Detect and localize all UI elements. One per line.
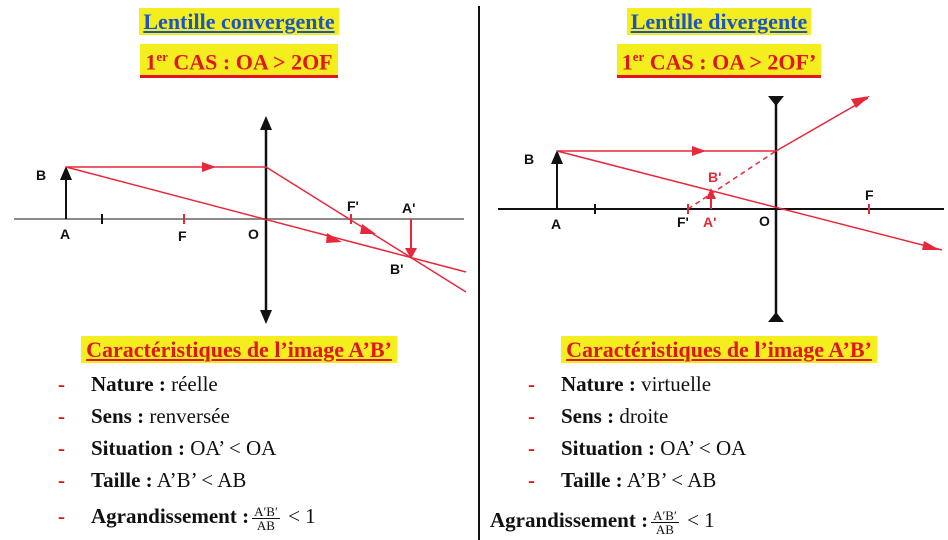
list-dash: - [528,404,535,428]
list-item [528,368,746,400]
fraction-numerator: A′B′ [254,503,278,519]
magnification-item [58,496,316,536]
list-item [58,432,316,464]
fraction-denominator: AB [655,521,674,537]
lens-bottom-arrow [260,310,272,324]
list-dash: - [58,372,65,396]
left-case-sup: er [156,49,168,64]
left-case-text: CAS : OA > 2OF [167,49,333,75]
item-key: Sens : [91,404,145,428]
ray-arrow-3 [360,224,376,234]
item-key: Situation : [561,436,655,460]
label-bp: B' [390,261,404,277]
item-key: Taille : [561,468,623,492]
left-title: Lentille convergente [139,8,338,35]
label-fp: F' [677,214,689,230]
ray-arrow-3 [922,241,940,250]
right-case-sup: er [632,49,645,64]
panel-divider [478,6,480,540]
virtual-ray-extension [688,151,776,209]
central-ray [557,151,942,250]
item-key: Agrandissement : [91,504,250,528]
item-key: Situation : [91,436,185,460]
label-ap: A' [703,214,717,230]
label-a: A [551,216,562,232]
list-item [528,400,746,432]
label-b: B [36,167,47,183]
magnification-fraction [252,505,280,532]
item-key: Nature : [561,372,636,396]
ray-arrow-1 [202,162,216,172]
item-value: OA’ < OA [654,436,747,460]
list-item [528,464,746,496]
label-f: F [178,228,187,244]
list-item [58,400,316,432]
ray-arrow-2 [326,233,342,243]
list-item [58,464,316,496]
right-characteristics-title: Caractéristiques de l’image A’B’ [561,336,877,363]
list-dash: - [58,504,65,528]
parallel-ray [557,98,868,151]
list-item [528,432,746,464]
magnification-item [490,500,715,540]
list-dash: - [528,372,535,396]
label-ap: A' [402,200,416,216]
right-case-prefix: 1 [621,49,633,75]
right-title: Lentille divergente [627,8,812,35]
item-value: A’B’ < AB [152,468,247,492]
item-value: renversée [144,404,230,428]
item-value: droite [614,404,669,428]
item-value: OA’ < OA [184,436,277,460]
lens-top-marker [768,96,784,106]
label-o: O [759,213,770,229]
list-dash: - [528,436,535,460]
left-characteristics-list [58,368,316,536]
list-dash: - [528,468,535,492]
list-dash: - [58,436,65,460]
item-value: < 1 [282,504,316,528]
label-b: B [524,151,535,167]
right-case-text: CAS : OA > 2OF’ [644,49,817,75]
item-key: Taille : [91,468,153,492]
fraction-denominator: AB [256,517,275,533]
label-fp: F' [347,198,359,214]
item-key: Agrandissement : [490,508,649,532]
item-key: Sens : [561,404,615,428]
item-value: < 1 [681,508,715,532]
divergent-lens-diagram [484,0,948,330]
item-value: réelle [165,372,218,396]
lens-bottom-marker [768,312,784,322]
magnification-fraction [651,509,679,536]
right-characteristics-list [528,368,746,496]
left-characteristics-title: Caractéristiques de l’image A’B’ [81,336,397,363]
divergent-lens-panel [484,0,948,540]
convergent-lens-diagram [4,0,474,330]
item-key: Nature : [91,372,166,396]
item-value: virtuelle [635,372,712,396]
item-value: A’B’ < AB [622,468,717,492]
fraction-numerator: A′B′ [653,507,677,523]
lens-top-arrow [260,116,272,130]
label-bp: B' [708,169,722,185]
list-dash: - [58,468,65,492]
label-o: O [248,226,259,242]
ray-arrow-1 [692,146,706,156]
convergent-lens-panel [4,0,474,540]
label-f: F [865,187,874,203]
list-item [58,368,316,400]
list-dash: - [58,404,65,428]
left-case-prefix: 1 [145,49,157,75]
image-arrow-head [405,248,417,259]
label-a: A [60,226,71,242]
